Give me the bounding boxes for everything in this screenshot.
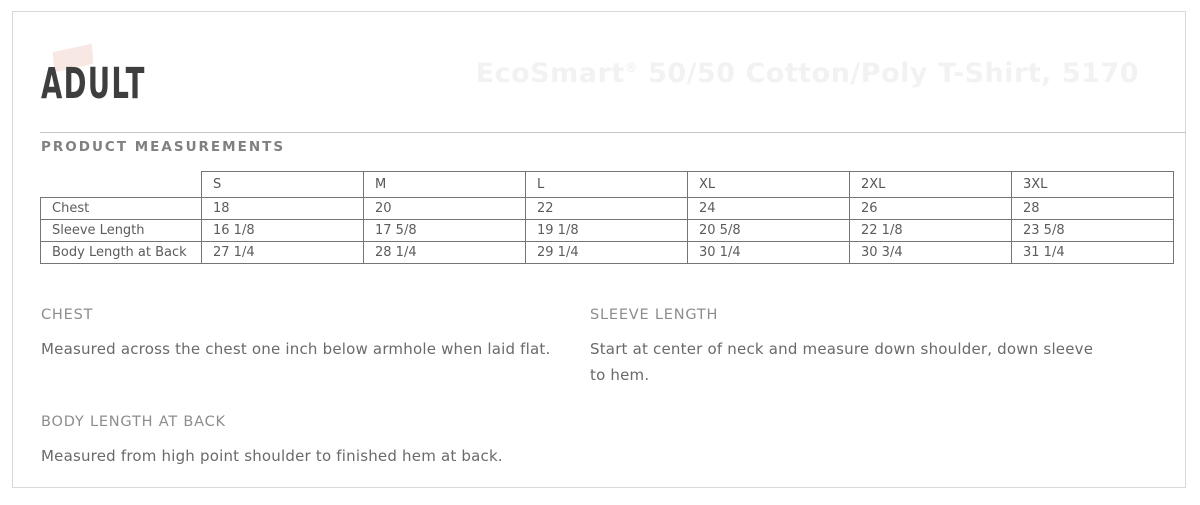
row-label: Sleeve Length bbox=[41, 220, 202, 242]
measurement-cell: 20 bbox=[364, 198, 526, 220]
measurement-cell: 26 bbox=[850, 198, 1012, 220]
size-column-header: 2XL bbox=[850, 172, 1012, 198]
measurement-cell: 27 1/4 bbox=[202, 242, 364, 264]
size-column-header: M bbox=[364, 172, 526, 198]
measurement-cell: 30 3/4 bbox=[850, 242, 1012, 264]
product-name-rest: 50/50 Cotton/Poly T-Shirt, 5170 bbox=[638, 58, 1139, 89]
measurement-cell: 31 1/4 bbox=[1012, 242, 1174, 264]
registered-trademark: ® bbox=[624, 61, 639, 76]
definition-sleeve-length bbox=[590, 307, 1110, 388]
measurement-cell: 29 1/4 bbox=[526, 242, 688, 264]
section-divider bbox=[40, 132, 1186, 133]
table-row-sleeve-length bbox=[41, 220, 1174, 242]
measurement-cell: 17 5/8 bbox=[364, 220, 526, 242]
product-title bbox=[476, 58, 1139, 89]
product-brand: EcoSmart bbox=[475, 58, 625, 89]
page-title: ADULT bbox=[41, 59, 146, 109]
row-label: Body Length at Back bbox=[41, 242, 202, 264]
measurement-cell: 28 bbox=[1012, 198, 1174, 220]
measurement-cell: 16 1/8 bbox=[202, 220, 364, 242]
size-column-header: L bbox=[526, 172, 688, 198]
measurement-cell: 22 bbox=[526, 198, 688, 220]
measurement-cell: 19 1/8 bbox=[526, 220, 688, 242]
definition-chest bbox=[41, 307, 581, 362]
definition-heading: CHEST bbox=[41, 307, 94, 323]
measurement-cell: 20 5/8 bbox=[688, 220, 850, 242]
row-label: Chest bbox=[41, 198, 202, 220]
definition-heading: SLEEVE LENGTH bbox=[590, 307, 719, 323]
definition-text: Measured across the chest one inch below armhole when laid flat. bbox=[41, 340, 551, 358]
size-column-header: S bbox=[202, 172, 364, 198]
size-column-header: XL bbox=[688, 172, 850, 198]
size-column-header: 3XL bbox=[1012, 172, 1174, 198]
measurement-cell: 18 bbox=[202, 198, 364, 220]
table-row-body-length bbox=[41, 242, 1174, 264]
size-header-row bbox=[41, 172, 1174, 198]
blank-corner-cell bbox=[41, 172, 202, 198]
measurement-cell: 28 1/4 bbox=[364, 242, 526, 264]
measurement-cell: 23 5/8 bbox=[1012, 220, 1174, 242]
definition-text: Measured from high point shoulder to finished hem at back. bbox=[41, 447, 503, 465]
page-panel bbox=[12, 11, 1186, 488]
section-heading: PRODUCT MEASUREMENTS bbox=[41, 139, 286, 155]
measurement-cell: 22 1/8 bbox=[850, 220, 1012, 242]
definition-text: Start at center of neck and measure down shoulder, down sleeve to hem. bbox=[590, 340, 1094, 384]
measurement-cell: 24 bbox=[688, 198, 850, 220]
definition-heading: BODY LENGTH AT BACK bbox=[41, 414, 226, 430]
table-row-chest bbox=[41, 198, 1174, 220]
measurement-cell: 30 1/4 bbox=[688, 242, 850, 264]
measurements-table bbox=[40, 171, 1174, 264]
definition-body-length-at-back bbox=[41, 414, 601, 469]
